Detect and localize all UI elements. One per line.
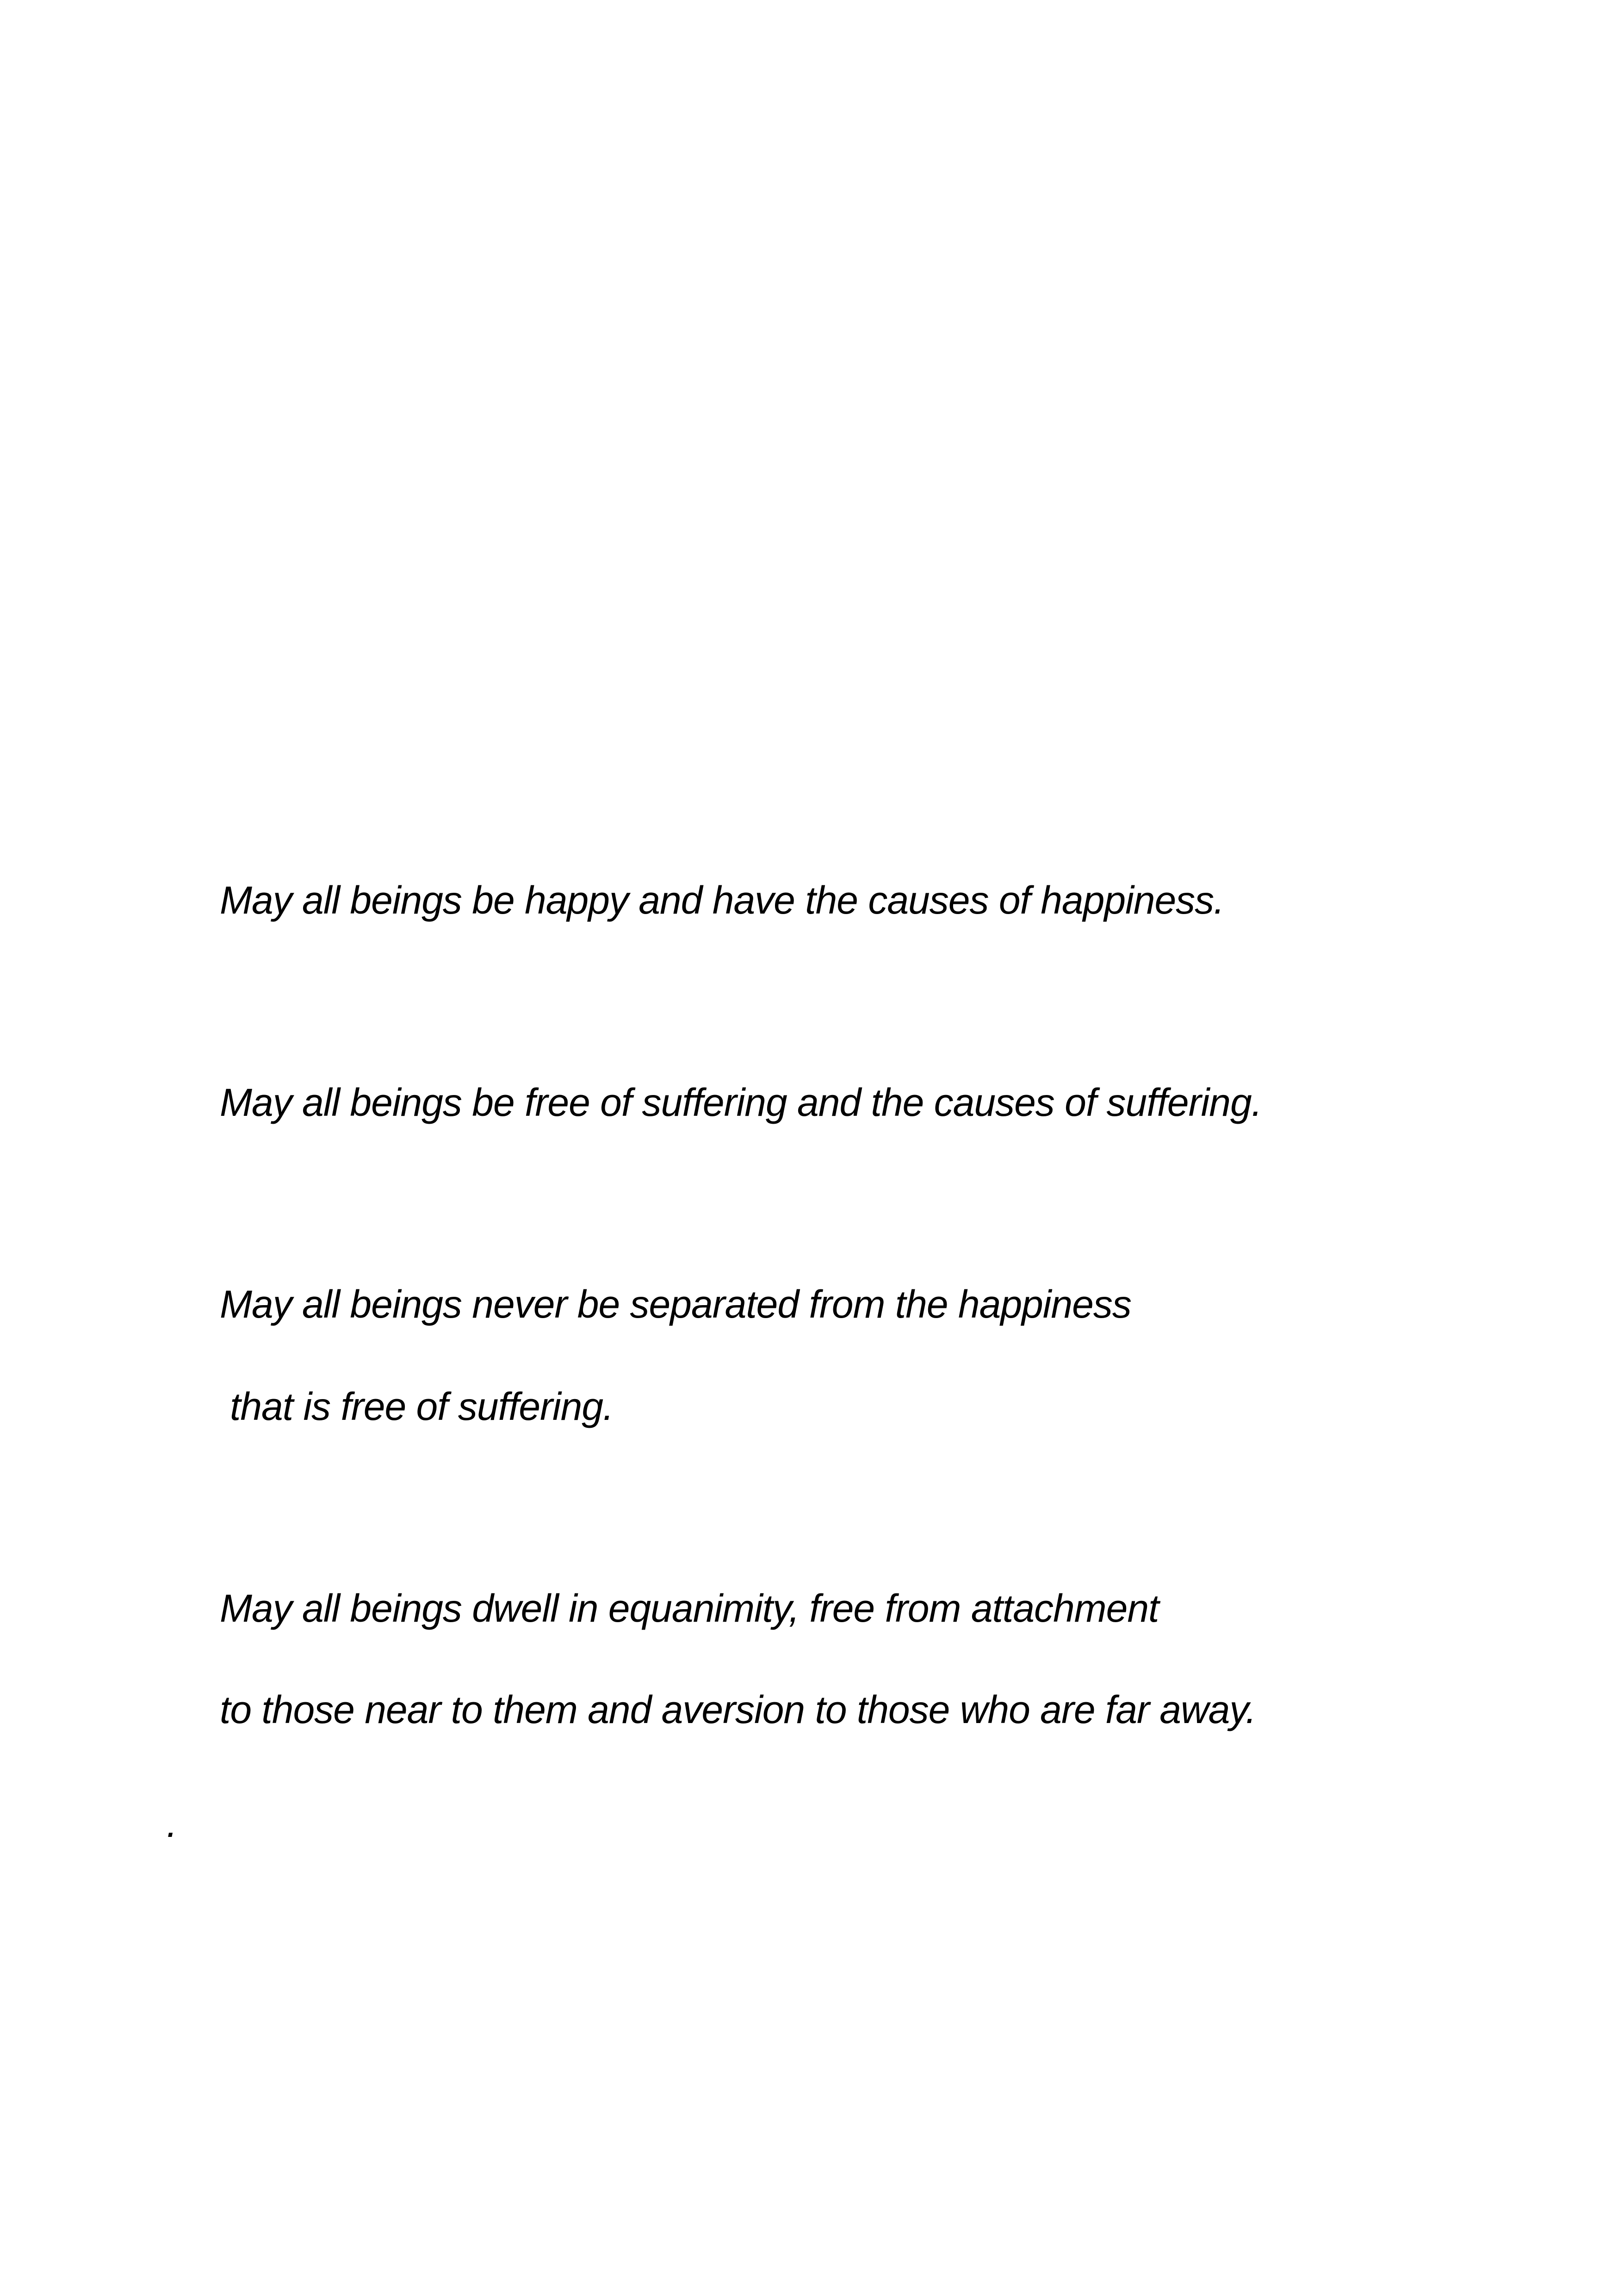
verse-free-of-suffering: May all beings be free of suffering and the causes of suffering. xyxy=(220,1081,1262,1124)
verse-equanimity-line-2: to those near to them and aversion to those who are far away. xyxy=(220,1688,1256,1731)
verse-happiness: May all beings be happy and have the causes of happiness. xyxy=(220,878,1224,922)
trailing-period: . xyxy=(167,1802,178,1845)
verse-never-separated-line-2: that is free of suffering. xyxy=(230,1385,614,1428)
verse-equanimity-line-1: May all beings dwell in equanimity, free from attachment xyxy=(220,1587,1159,1630)
verse-never-separated-line-1: May all beings never be separated from the happiness xyxy=(220,1282,1131,1326)
